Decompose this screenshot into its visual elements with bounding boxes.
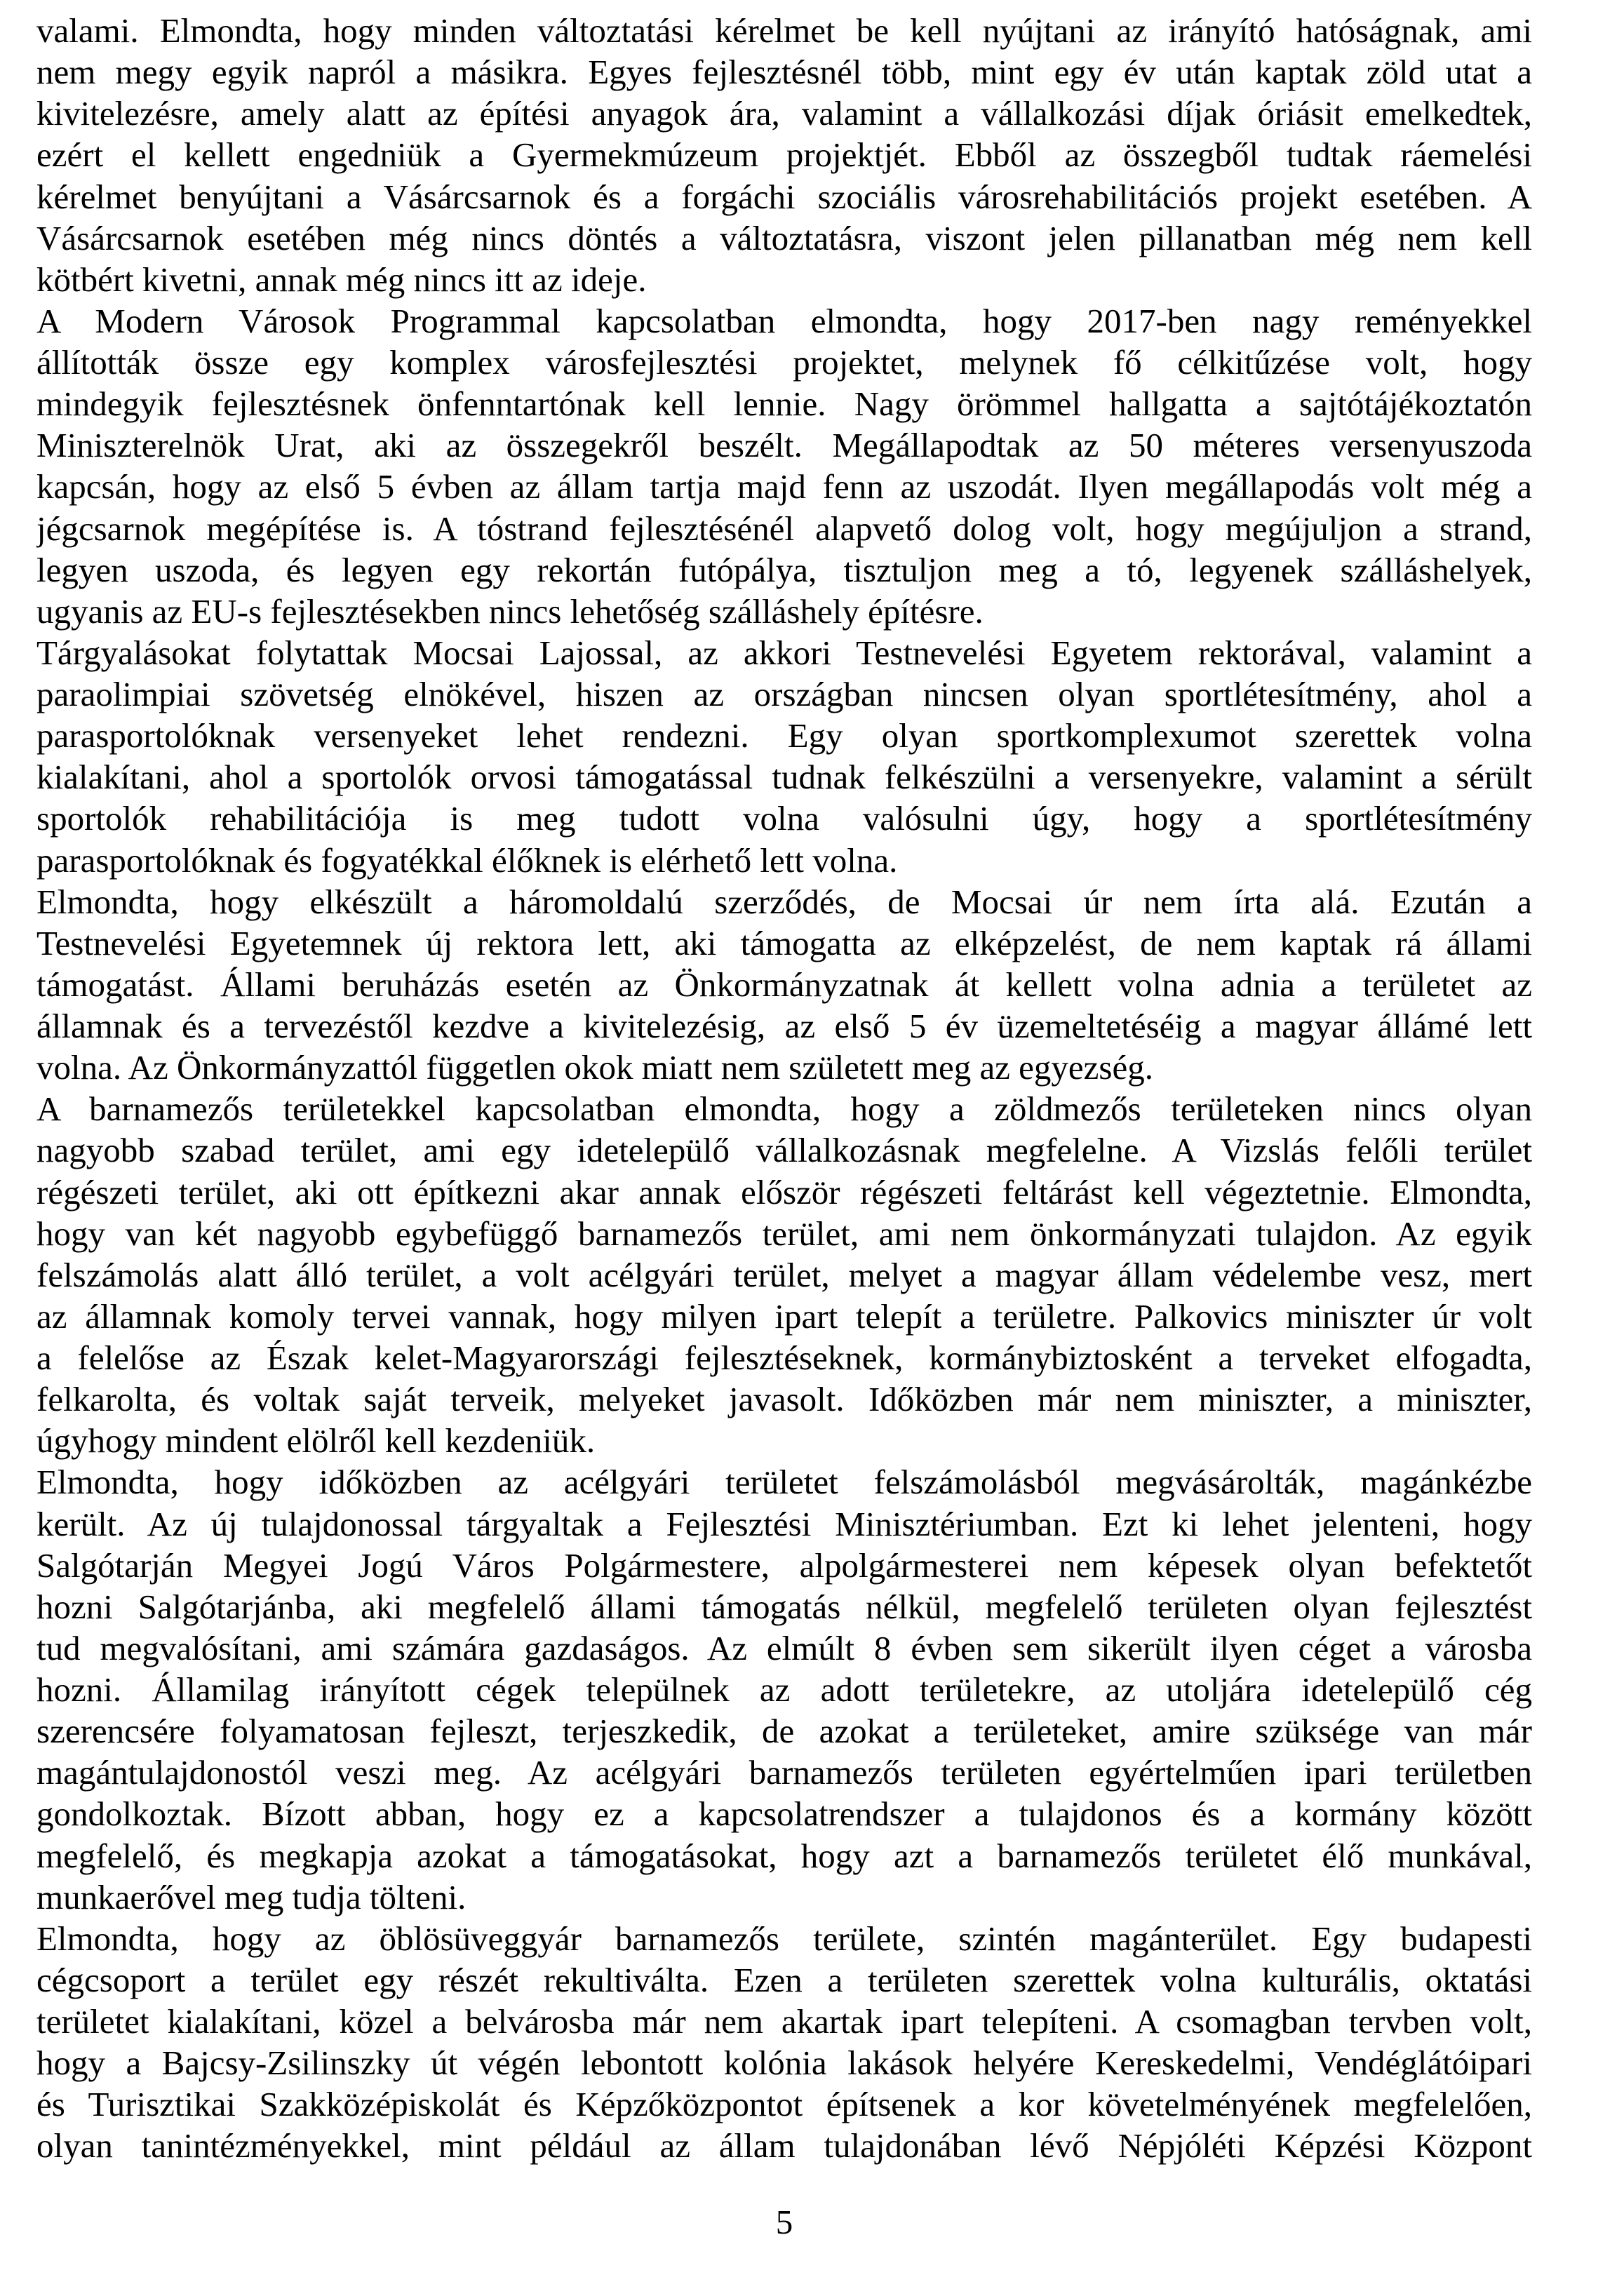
text-line: cégcsoport a terület egy részét rekultiválta. Ezen a területen szerettek volna kulturális, oktatási (36, 1960, 1532, 1999)
text-line: Elmondta, hogy az öblösüveggyár barnamezős területe, szintén magánterület. Egy budapesti (36, 1919, 1532, 1958)
text-line: sportolók rehabilitációja is meg tudott volna valósulni úgy, hogy a sportlétesítmény (36, 799, 1532, 838)
text-line: ugyanis az EU-s fejlesztésekben nincs lehetőség szálláshely építésre. (36, 591, 984, 631)
text-line: megfelelő, és megkapja azokat a támogatásokat, hogy azt a barnamezős területet élő munkával, (36, 1836, 1532, 1875)
text-line: tud megvalósítani, ami számára gazdaságos. Az elmúlt 8 évben sem sikerült ilyen céget a városba (36, 1628, 1532, 1667)
text-line: Elmondta, hogy időközben az acélgyári területet felszámolásból megvásárolták, magánkézbe (36, 1463, 1532, 1502)
text-line: gondolkoztak. Bízott abban, hogy ez a kapcsolatrendszer a tulajdonos és a kormány között (36, 1794, 1532, 1834)
text-line: kapcsán, hogy az első 5 évben az állam tartja majd fenn az uszodát. Ilyen megállapodás volt még a (36, 467, 1532, 506)
paragraph (36, 1461, 1532, 1917)
text-line: hogy van két nagyobb egybefüggő barnamezős terület, ami nem önkormányzati tulajdon. Az egyik (36, 1214, 1532, 1253)
text-line: régészeti terület, aki ott építkezni akar annak először régészeti feltárást kell végeztetnie. Elmondta, (36, 1172, 1532, 1211)
text-line: munkaerővel meg tudja tölteni. (36, 1877, 467, 1916)
text-line: állították össze egy komplex városfejlesztési projektet, melynek fő célkitűzése volt, hogy (36, 343, 1532, 382)
text-line: Testnevelési Egyetemnek új rektora lett, aki támogatta az elképzelést, de nem kaptak rá állami (36, 923, 1532, 962)
text-line: kötbért kivetni, annak még nincs itt az ideje. (36, 260, 647, 299)
text-line: felkarolta, és voltak saját terveik, melyeket javasolt. Időközben már nem miniszter, a miniszter, (36, 1380, 1532, 1419)
text-line: szerencsére folyamatosan fejleszt, terjeszkedik, de azokat a területeket, amire szüksége van már (36, 1712, 1532, 1751)
text-line: legyen uszoda, és legyen egy rekortán futópálya, tisztuljon meg a tó, legyenek szálláshelyek, (36, 550, 1532, 589)
paragraph (36, 1088, 1532, 1461)
paragraph (36, 881, 1532, 1089)
paragraph (36, 632, 1532, 881)
text-line: A Modern Városok Programmal kapcsolatban elmondta, hogy 2017-ben nagy reményekkel (36, 301, 1532, 340)
text-line: mindegyik fejlesztésnek önfenntartónak kell lennie. Nagy örömmel hallgatta a sajtótájékoztatón (36, 384, 1532, 424)
text-line: Tárgyalásokat folytattak Mocsai Lajossal, az akkori Testnevelési Egyetem rektorával, valamint a (36, 633, 1532, 672)
text-line: A barnamezős területekkel kapcsolatban elmondta, hogy a zöldmezős területeken nincs olyan (36, 1089, 1532, 1129)
paragraph (36, 300, 1532, 632)
text-line: felszámolás alatt álló terület, a volt acélgyári terület, melyet a magyar állam védelembe vesz, mert (36, 1255, 1532, 1294)
text-line: az államnak komoly tervei vannak, hogy milyen ipart telepít a területre. Palkovics miniszter úr volt (36, 1296, 1532, 1336)
text-line: kialakítani, ahol a sportolók orvosi támogatással tudnak felkészülni a versenyekre, valamint a sérült (36, 758, 1532, 797)
paragraph (36, 10, 1532, 300)
text-line: Elmondta, hogy elkészült a háromoldalú szerződés, de Mocsai úr nem írta alá. Ezután a (36, 882, 1532, 921)
text-line: paraolimpiai szövetség elnökével, hiszen az országban nincsen olyan sportlétesítmény, ahol a (36, 675, 1532, 713)
text-line: magántulajdonostól veszi meg. Az acélgyári barnamezős területen egyértelműen ipari területben (36, 1753, 1532, 1792)
paragraph (36, 1918, 1532, 2167)
text-line: hogy a Bajcsy-Zsilinszky út végén lebontott kolónia lakások helyére Kereskedelmi, Vendéglátóipari (36, 2043, 1532, 2083)
body-text (36, 10, 1532, 2167)
text-line: kivitelezésre, amely alatt az építési anyagok ára, valamint a vállalkozási díjak óriásit emelkedtek, (36, 94, 1532, 133)
text-line: volna. Az Önkormányzattól független okok miatt nem született meg az egyezség. (36, 1048, 1153, 1087)
text-line: jégcsarnok megépítése is. A tóstrand fejlesztésénél alapvető dolog volt, hogy megújuljon a strand, (36, 509, 1532, 548)
text-line: parasportolóknak és fogyatékkal élőknek is elérhető lett volna. (36, 840, 898, 880)
text-line: a felelőse az Észak kelet-Magyarországi fejlesztéseknek, kormánybiztosként a terveket elfogadta, (36, 1338, 1532, 1377)
text-line: parasportolóknak versenyeket lehet rendezni. Egy olyan sportkomplexumot szerettek volna (36, 716, 1532, 756)
text-line: úgyhogy mindent elölről kell kezdeniük. (36, 1421, 596, 1461)
text-line: nem megy egyik napról a másikra. Egyes fejlesztésnél több, mint egy év után kaptak zöld utat a (36, 53, 1532, 92)
text-line: hozni Salgótarjánba, aki megfelelő állami támogatás nélkül, megfelelő területen olyan fejlesztést (36, 1587, 1532, 1626)
text-line: területet kialakítani, közel a belvárosba már nem akartak ipart telepíteni. A csomagban tervben volt, (36, 2002, 1532, 2041)
text-line: és Turisztikai Szakközépiskolát és Képzőközpontot építsenek a kor követelményének megfelelően, (36, 2085, 1532, 2124)
text-line: került. Az új tulajdonossal tárgyaltak a Fejlesztési Minisztériumban. Ezt ki lehet jelenteni, hogy (36, 1504, 1532, 1543)
text-line: valami. Elmondta, hogy minden változtatási kérelmet be kell nyújtani az irányító hatóságnak, ami (36, 11, 1532, 50)
page-number: 5 (775, 2203, 793, 2241)
text-line: Salgótarján Megyei Jogú Város Polgármestere, alpolgármesterei nem képesek olyan befektetőt (36, 1545, 1532, 1585)
text-line: Miniszterelnök Urat, aki az összegekről beszélt. Megállapodtak az 50 méteres versenyuszoda (36, 426, 1532, 465)
text-line: hozni. Államilag irányított cégek települnek az adott területekre, az utoljára idetelepülő cég (36, 1670, 1532, 1709)
text-line: államnak és a tervezéstől kezdve a kivitelezésig, az első 5 év üzemeltetéséig a magyar állámé lett (36, 1007, 1532, 1045)
text-line: ezért el kellett engedniük a Gyermekmúzeum projektjét. Ebből az összegből tudtak ráemelési (36, 135, 1532, 175)
text-line: olyan tanintézményekkel, mint például az állam tulajdonában lévő Népjóléti Képzési Központ (36, 2126, 1532, 2166)
text-line: nagyobb szabad terület, ami egy idetelepülő vállalkozásnak megfelelne. A Vizslás felőli terület (36, 1131, 1532, 1170)
text-line: kérelmet benyújtani a Vásárcsarnok és a forgáchi szociális városrehabilitációs projekt esetében. A (36, 177, 1532, 216)
text-line: támogatást. Állami beruházás esetén az Önkormányzatnak át kellett volna adnia a területet az (36, 965, 1532, 1004)
text-line: Vásárcsarnok esetében még nincs döntés a változtatásra, viszont jelen pillanatban még nem kell (36, 218, 1532, 257)
